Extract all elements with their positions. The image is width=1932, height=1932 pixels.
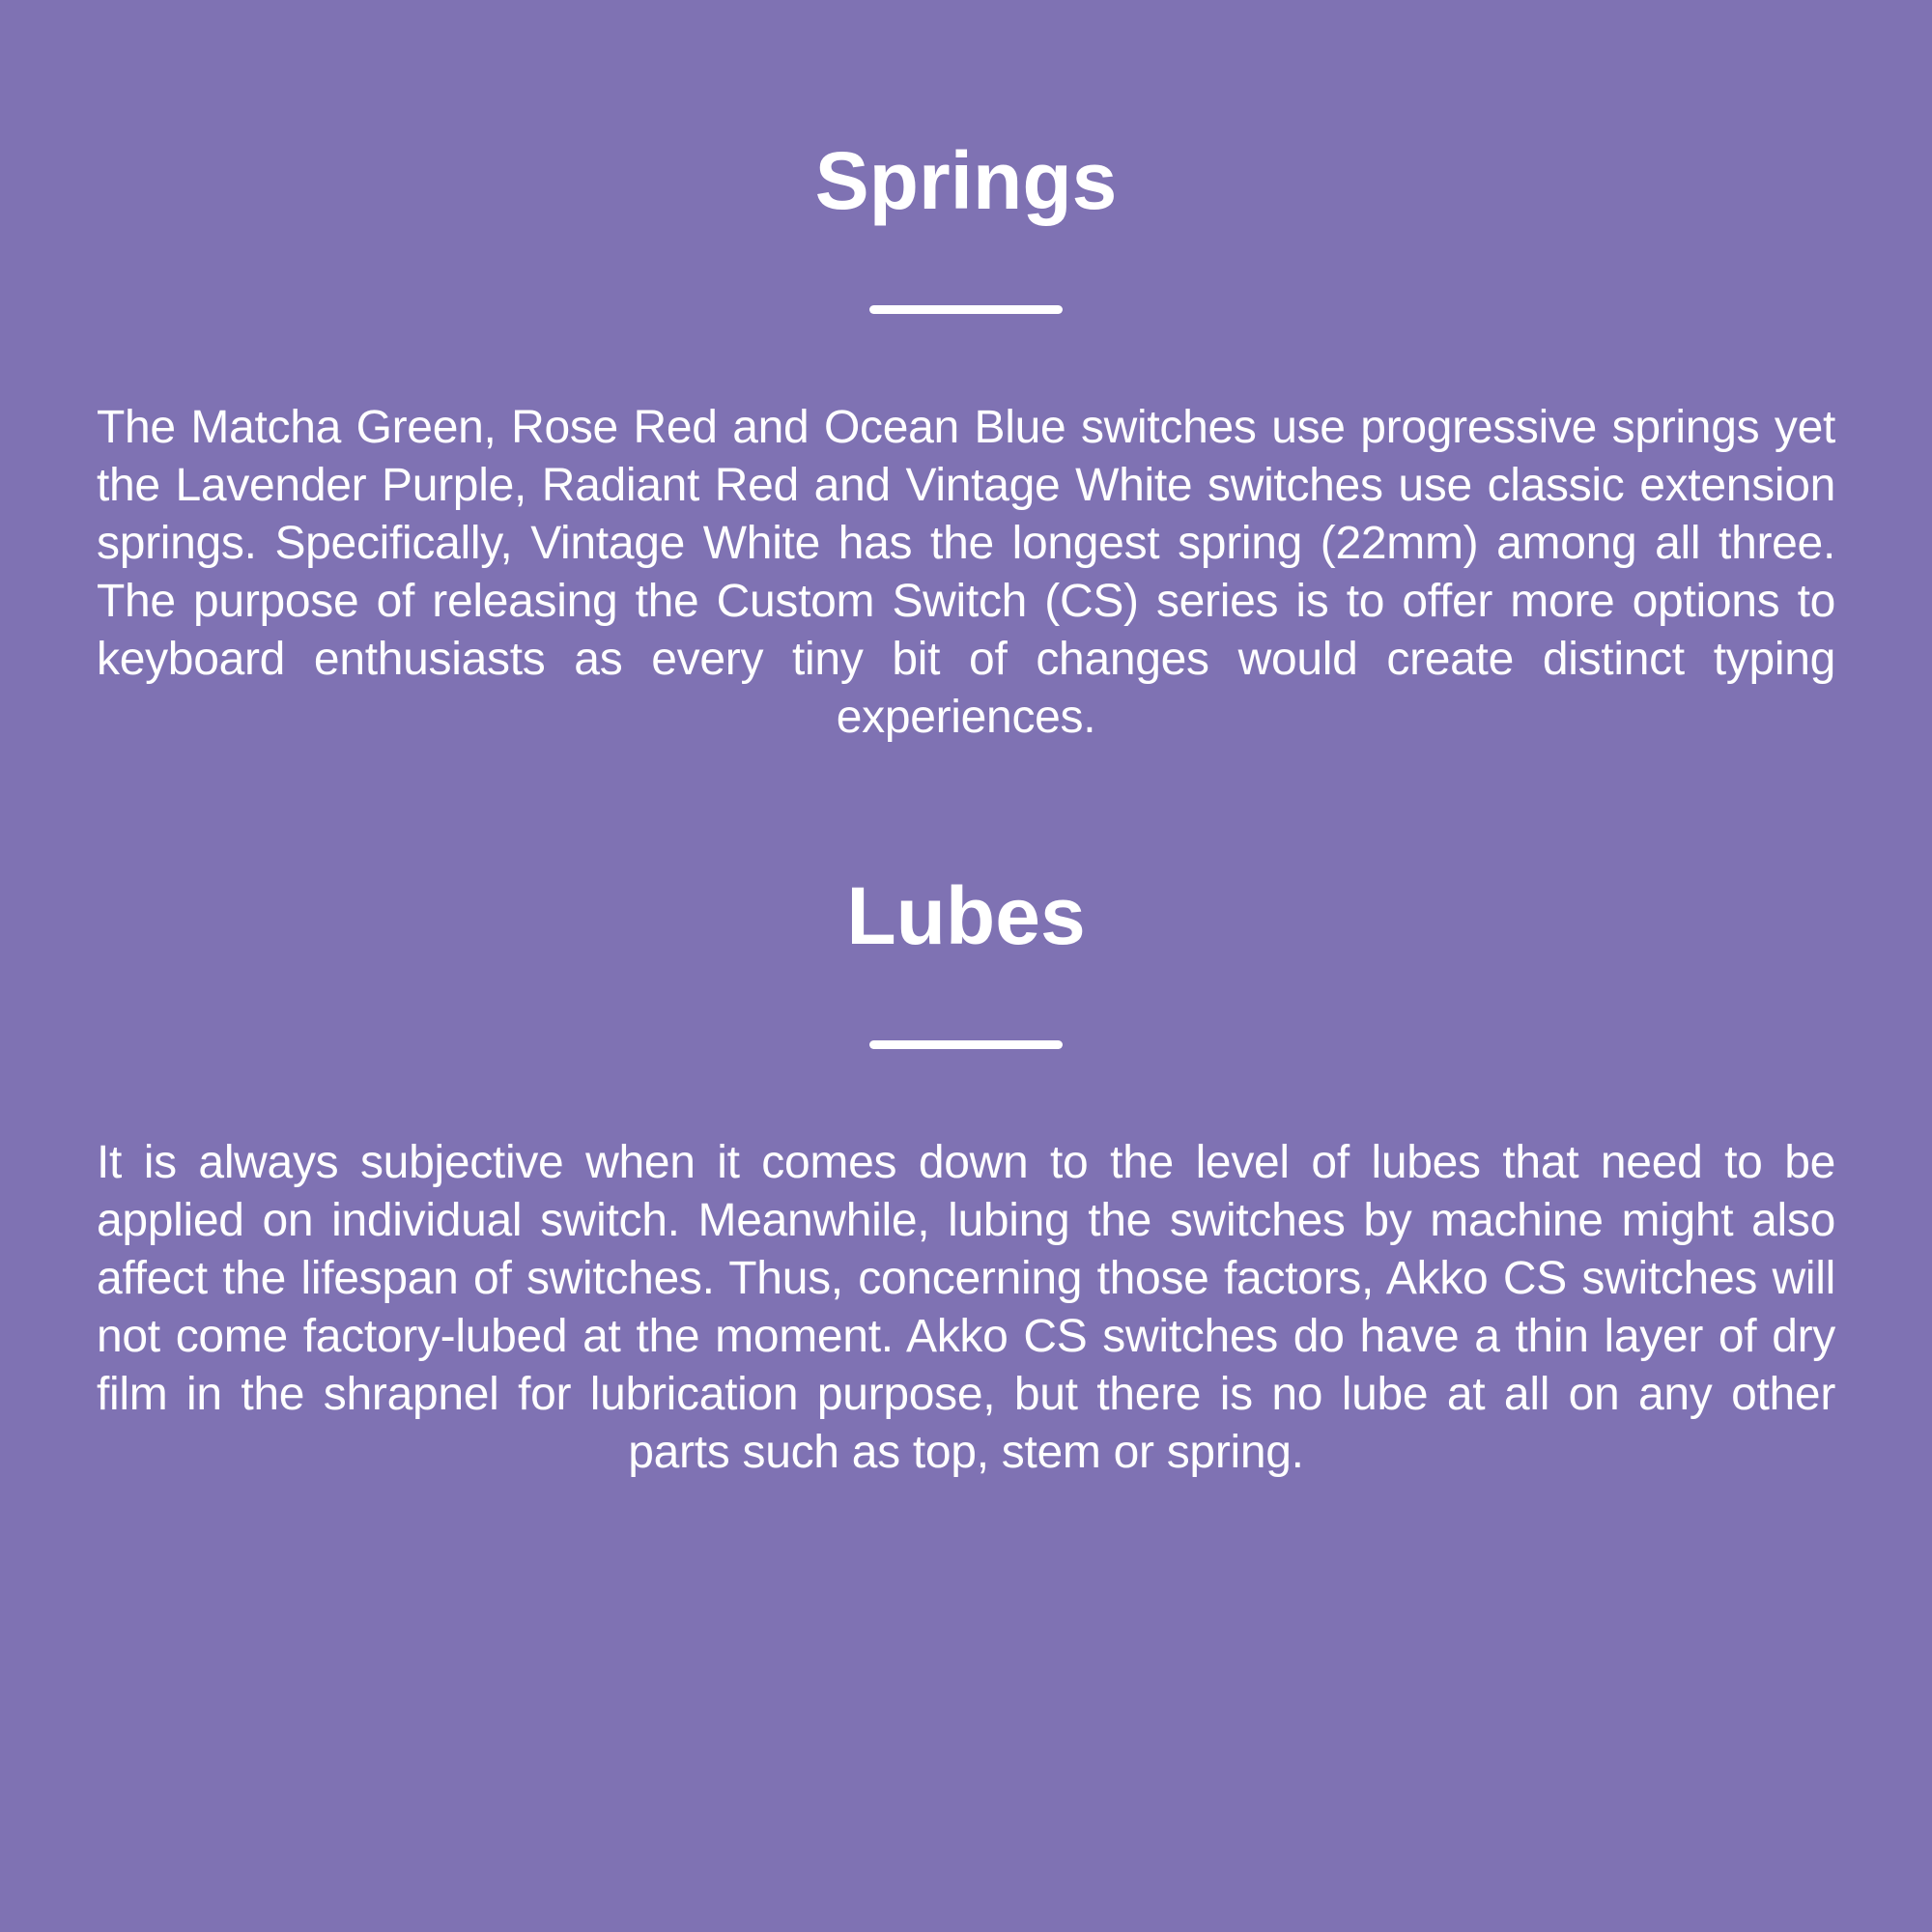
springs-body-text: The Matcha Green, Rose Red and Ocean Blue switches use progressive springs yet the Lavender Purple, Radiant Red and Vintage White switches use classic extension springs. Specifically, Vintage White has the longest spring (22mm) among all three. The purpose of releasing the Custom Switch (CS) series is to offer more options to keyboard enthusiasts as every tiny bit of changes would create distinct typing experiences.: [97, 402, 1835, 743]
lubes-divider: [869, 1040, 1063, 1049]
lubes-section: [97, 863, 1835, 1482]
lubes-title: Lubes: [846, 870, 1086, 961]
springs-divider: [869, 305, 1063, 314]
springs-title: Springs: [814, 135, 1118, 226]
lubes-body-text: It is always subjective when it comes down to the level of lubes that need to be applied on individual switch. Meanwhile, lubing the switches by machine might also affect the lifespan of switches. Thus, concerning those factors, Akko CS switches will not come factory-lubed at the moment. Akko CS switches do have a thin layer of dry film in the shrapnel for lubrication purpose, but there is no lube at all on any other parts such as top, stem or spring.: [97, 1137, 1835, 1478]
springs-section: [97, 128, 1835, 747]
